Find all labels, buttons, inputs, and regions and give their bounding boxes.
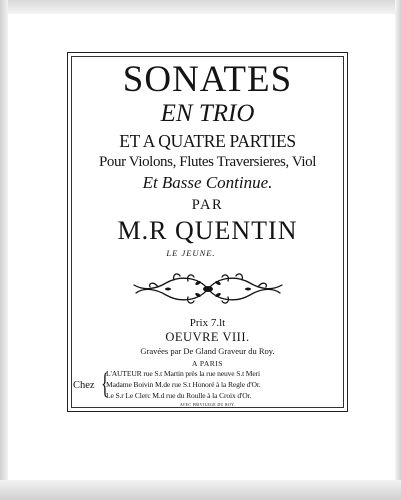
- instrumentation-line: Pour Violons, Flutes Traversieres, Viol: [98, 154, 317, 170]
- scan-edge-right: [395, 0, 401, 500]
- seller-address: Madame Boivin M.de rue S.t Honoré à la Regle d'Or.: [106, 380, 261, 389]
- scan-edge-bottom: [0, 480, 401, 500]
- work-subtitle: EN TRIO: [160, 100, 255, 127]
- work-title: SONATES: [122, 59, 293, 100]
- engraver-line: Gravées par De Gland Graveur du Roy.: [140, 346, 275, 356]
- work-parts-line: ET A QUATRE PARTIES: [119, 131, 296, 151]
- composer-epithet: LE JEUNE.: [166, 248, 216, 258]
- continuo-line: Et Basse Continue.: [142, 173, 273, 192]
- sellers-label: Chez: [73, 380, 95, 391]
- seller-address: Le S.r Le Clerc M.d rue du Roulle à la Croix d'Or.: [106, 391, 252, 400]
- city-line: A PARIS: [192, 359, 223, 368]
- privilege-line: AVEC PRIVILEGE DU ROY.: [179, 402, 236, 407]
- seller-address: L'AUTEUR rue S.t Martin près la rue neuve S.t Meri: [106, 369, 260, 378]
- by-line: PAR: [191, 197, 224, 213]
- composer-name: M.R QUENTIN: [117, 216, 298, 245]
- brace-icon: {: [101, 367, 109, 400]
- scan-edge-top: [0, 0, 401, 14]
- scan-edge-left: [0, 0, 8, 500]
- price-line: Prix 7.lt: [189, 317, 226, 329]
- opus-number: OEUVRE VIII.: [165, 330, 250, 344]
- flourish-ornament-icon: [128, 271, 288, 307]
